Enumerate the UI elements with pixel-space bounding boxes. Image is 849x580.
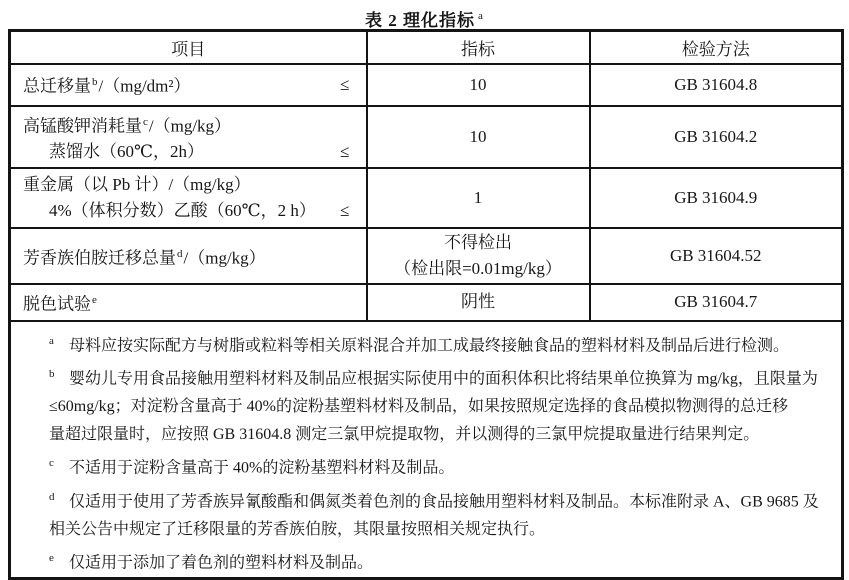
title-footnote-ref: a (478, 10, 484, 23)
indicator-cell (367, 106, 590, 169)
header-row (10, 31, 843, 64)
indicator-value: 不得检出 (444, 233, 512, 253)
indicator-cell (367, 284, 590, 321)
footnote-marker: a (49, 334, 54, 347)
footnote-a: $^a$ 母料应按实际配方与树脂或粒料等相关原料混合并加工成最终接触食品的塑料材料及制品后进行检测。 (11, 327, 831, 360)
method-cell: GB 31604.7 (590, 284, 843, 321)
footnote-ref: b (92, 76, 98, 89)
header-item: 项目 (10, 31, 367, 64)
item-label: 总迁移量$^b$/（mg/dm²） (23, 76, 191, 96)
leq-symbol: ≤ (340, 142, 350, 162)
footnote-marker: e (49, 552, 54, 565)
item-cell (10, 106, 367, 169)
item-condition: 蒸馏水（60℃，2h） (49, 142, 205, 162)
footnote-e: $^e$ 仅适用于添加了着色剂的塑料材料及制品。 (11, 544, 831, 577)
item-label: 高锰酸钾消耗量$^c$/（mg/kg） (23, 115, 232, 136)
table-row-total-migration (10, 64, 843, 106)
item-condition: 4%（体积分数）乙酸（60℃，2 h） (49, 201, 316, 221)
footnote-b: $^b$ 婴幼儿专用食品接触用塑料材料及制品应根据实际使用中的面积体积比将结果单位换算为 mg/kg，且限量为 (11, 360, 831, 393)
indicator-value: 阴性 (461, 292, 495, 312)
item-cell (10, 168, 367, 228)
item-cell (10, 64, 367, 106)
indicator-value: 10 (469, 126, 487, 146)
header-test-method: 检验方法 (590, 31, 843, 64)
indicator-value: 1 (473, 188, 483, 208)
method-cell: GB 31604.8 (590, 64, 843, 106)
footnote-ref: c (143, 115, 148, 128)
table-title-text: 表 2 理化指标 (365, 11, 476, 30)
footnote-ref: d (177, 247, 183, 260)
indicator-cell (367, 228, 590, 284)
item-label: 重金属（以 Pb 计）/（mg/kg） (23, 175, 251, 195)
indicator-cell (367, 168, 590, 228)
table-row-decoloring-test (10, 284, 843, 321)
indicator-value: 10 (469, 74, 487, 94)
item-cell (10, 228, 367, 284)
table-row-heavy-metals (10, 168, 843, 228)
method-cell: GB 31604.52 (590, 228, 843, 284)
table-title (0, 0, 849, 29)
footnote-marker: c (49, 457, 54, 470)
item-label: 脱色试验$^e$ (23, 294, 97, 314)
footnote-ref: e (92, 294, 97, 307)
item-cell (10, 284, 367, 321)
indicator-cell (367, 64, 590, 106)
footnote-b-line2: ≤60mg/kg；对淀粉含量高于 40%的淀粉基塑料材料及制品，如果按照规定选择的食品模拟物测得的总迁移 (49, 398, 789, 416)
item-label: 芳香族伯胺迁移总量$^d$/（mg/kg） (23, 247, 266, 268)
table-row-permanganate (10, 106, 843, 169)
footnote-d: $^d$ 仅适用于使用了芳香族异氰酸酯和偶氮类着色剂的食品接触用塑料材料及制品。本标准附录 A、GB 9685 及 (11, 483, 831, 516)
footnote-marker: b (49, 368, 55, 381)
footnote-marker: d (49, 490, 55, 503)
footnotes-row (10, 321, 843, 579)
leq-symbol: ≤ (340, 201, 350, 221)
footnote-d-line2: 相关公告中规定了迁移限量的芳香族伯胺，其限量按照相关规定执行。 (49, 521, 546, 539)
header-indicator: 指标 (367, 31, 590, 64)
physical-chemical-indicators-table (8, 29, 844, 580)
leq-symbol: ≤ (340, 74, 350, 94)
method-cell: GB 31604.9 (590, 168, 843, 228)
table-row-aromatic-amines (10, 228, 843, 284)
footnote-c: $^c$ 不适用于淀粉含量高于 40%的淀粉基塑料材料及制品。 (11, 449, 831, 482)
footnotes-cell (10, 321, 843, 579)
method-cell: GB 31604.2 (590, 106, 843, 169)
indicator-detection-limit: （检出限=0.01mg/kg） (394, 259, 562, 279)
footnote-b-line3: 量超过限量时，应按照 GB 31604.8 测定三氯甲烷提取物，并以测得的三氯甲烷提取量进行结果判定。 (49, 426, 760, 444)
